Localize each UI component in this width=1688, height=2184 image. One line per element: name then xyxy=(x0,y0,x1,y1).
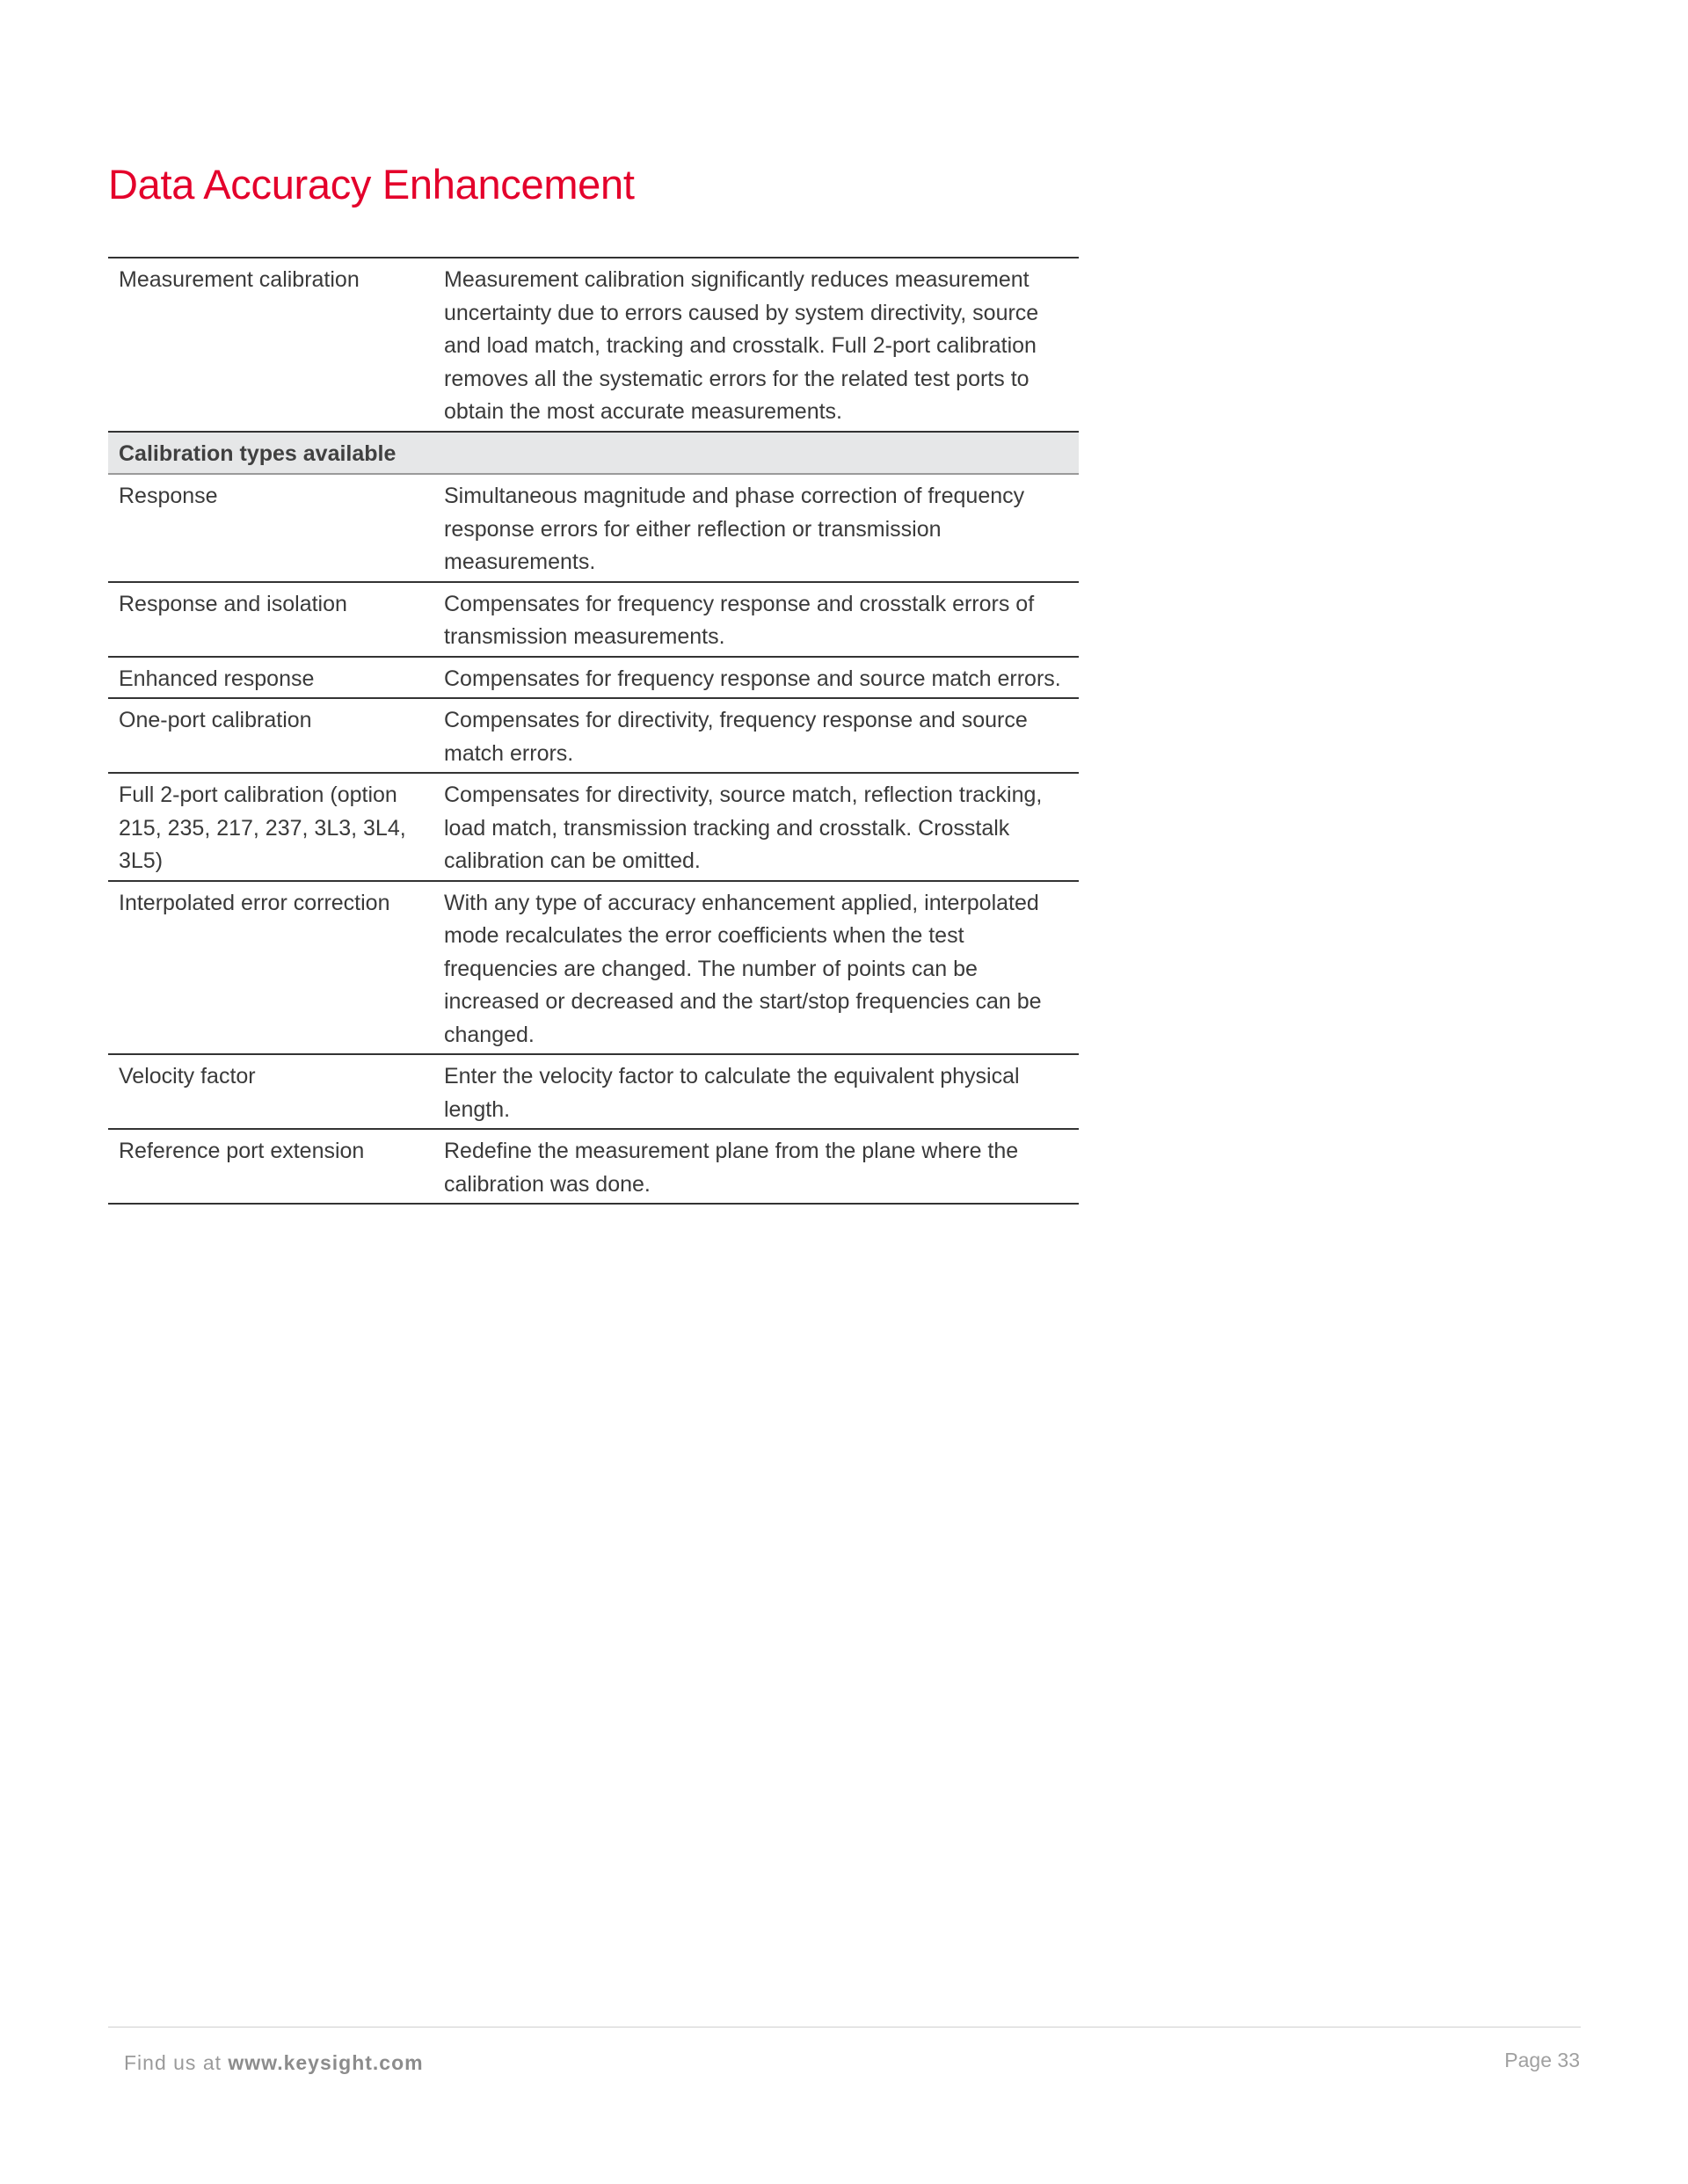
row-label: Reference port extension xyxy=(108,1129,433,1204)
page-number: Page 33 xyxy=(1504,2049,1580,2071)
section-header-empty xyxy=(433,432,1079,475)
footer-find-us xyxy=(124,2051,424,2075)
row-label: Response xyxy=(108,474,433,582)
table-row xyxy=(108,582,1079,657)
table-row xyxy=(108,474,1079,582)
table-row xyxy=(108,698,1079,773)
row-description: With any type of accuracy enhancement applied, interpolated mode recalculates the error coefficients when the test frequencies are changed. The number of points can be increased or decreased and the start/stop frequencies can be changed. xyxy=(433,881,1079,1055)
section-header-row xyxy=(108,432,1079,475)
section-header: Calibration types available xyxy=(108,432,433,475)
row-description: Compensates for directivity, source match, reflection tracking, load match, transmission tracking and crosstalk. Crosstalk calibration can be omitted. xyxy=(433,773,1079,881)
row-description: Enter the velocity factor to calculate the equivalent physical length. xyxy=(433,1054,1079,1129)
row-description: Compensates for frequency response and crosstalk errors of transmission measurements. xyxy=(433,582,1079,657)
row-label: Velocity factor xyxy=(108,1054,433,1129)
table-row xyxy=(108,773,1079,881)
row-label: Enhanced response xyxy=(108,657,433,699)
page-title: Data Accuracy Enhancement xyxy=(108,161,635,207)
row-label: One-port calibration xyxy=(108,698,433,773)
row-label: Response and isolation xyxy=(108,582,433,657)
row-label: Measurement calibration xyxy=(108,258,433,432)
footer-find-prefix: Find us at xyxy=(124,2051,222,2074)
row-label: Full 2-port calibration (option 215, 235, 217, 237, 3L3, 3L4, 3L5) xyxy=(108,773,433,881)
calibration-spec-table xyxy=(108,257,1079,1205)
footer-website-link[interactable]: www.keysight.com xyxy=(228,2051,424,2074)
row-label: Interpolated error correction xyxy=(108,881,433,1055)
table-row xyxy=(108,258,1079,432)
row-description: Simultaneous magnitude and phase correction of frequency response errors for either reflection or transmission measurements. xyxy=(433,474,1079,582)
row-description: Compensates for directivity, frequency response and source match errors. xyxy=(433,698,1079,773)
table-row xyxy=(108,1054,1079,1129)
row-description: Measurement calibration significantly reduces measurement uncertainty due to errors caused by system directivity, source and load match, tracking and crosstalk. Full 2-port calibration removes all the systematic errors for the related test ports to obtain the most accurate measurements. xyxy=(433,258,1079,432)
row-description: Compensates for frequency response and source match errors. xyxy=(433,657,1079,699)
table-row xyxy=(108,881,1079,1055)
table-row xyxy=(108,1129,1079,1204)
table-row xyxy=(108,657,1079,699)
row-description: Redefine the measurement plane from the plane where the calibration was done. xyxy=(433,1129,1079,1204)
